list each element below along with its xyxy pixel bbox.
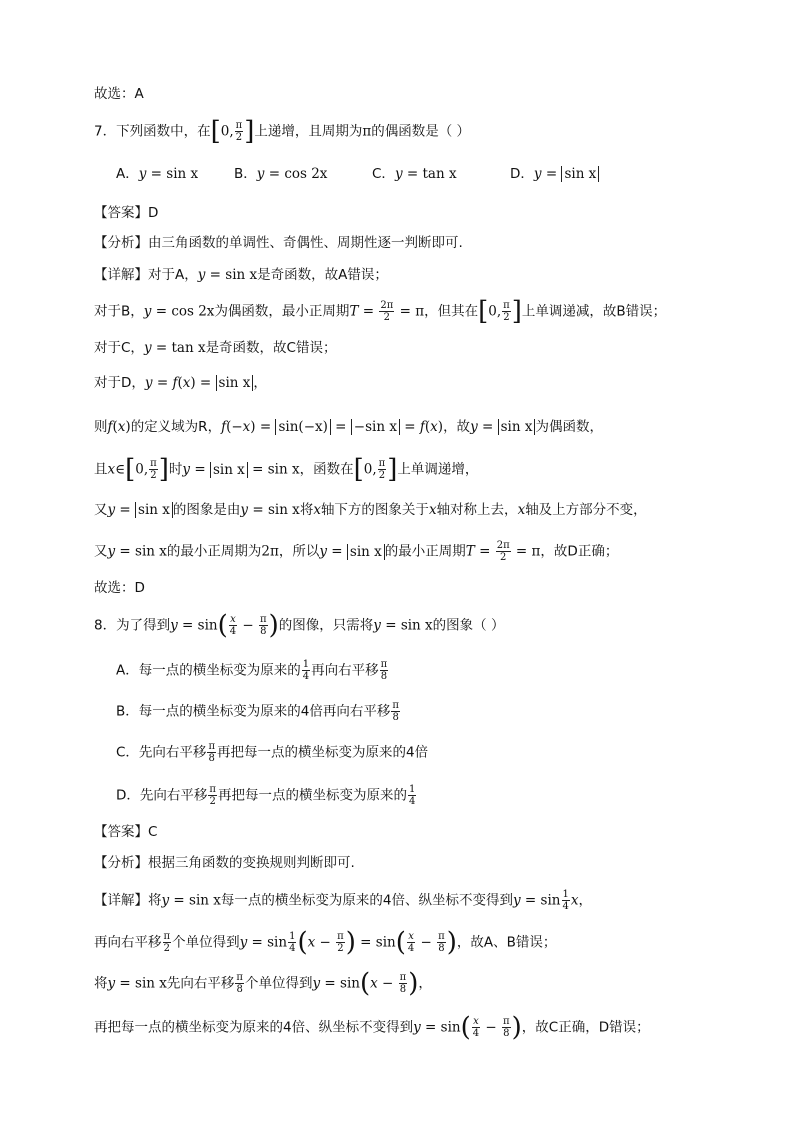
detail-8-4: 再把每一点的横坐标变为原来的4倍、纵坐标不变得到y = sin( $\frac{x}{4}$ − $\frac{\pi}{8}$ )，故C正确，D错误； [94, 1012, 650, 1043]
answer-8: 【答案】C [94, 824, 158, 840]
q8-option-b: B．每一点的横坐标变为原来的4倍再向右平移 $\frac{\pi}{8}$ [116, 700, 399, 723]
detail-8-2: 再向右平移 $\frac{\pi}{2}$ 个单位得到y = sin $\frac{1}{4}$ (x − $\frac{\pi}{2}$ ) = sin( $\frac{x}{4}$ − $\frac{\pi}{8}$ )，故A、B错误； [94, 927, 557, 958]
q8-option-c: C．先向右平移 $\frac{\pi}{8}$ 再把每一点的横坐标变为原来的4倍 [116, 741, 429, 764]
option-a: A．y = sin x [116, 166, 199, 182]
detail-7-a: 【详解】对于A，y = sin x是奇函数，故A错误； [94, 267, 388, 283]
detail-7-c: 对于C，y = tan x是奇函数，故C错误； [94, 340, 337, 356]
answer-7: 【答案】D [94, 205, 159, 221]
option-d: D．y = sin x [510, 164, 599, 184]
prev-answer-selection: 故选：A [94, 86, 144, 102]
question-8: 8．为了得到y = sin( $\frac{x}{4}$ − $\frac{\pi}{8}$ )的图像，只需将y = sin x的图象（ ） [94, 610, 505, 641]
analysis-8: 【分析】根据三角函数的变换规则判断即可. [94, 855, 355, 871]
detail-7-h: 又y = sin x的最小正周期为2π，所以y = sin x 的最小正周期T = $\frac{2\pi}{2}$ = π，故D正确； [94, 540, 619, 563]
option-b: B．y = cos 2x [234, 166, 328, 182]
analysis-7: 【分析】由三角函数的单调性、奇偶性、周期性逐一判断即可. [94, 235, 463, 251]
detail-8-3: 将y = sin x先向右平移 $\frac{\pi}{8}$ 个单位得到y = sin(x − $\frac{\pi}{8}$ )， [94, 968, 432, 999]
question-7: 7．下列函数中，在[0, $\frac{\pi}{2}$ ]上递增，且周期为π的偶函数是（ ） [94, 116, 471, 147]
detail-7-g: 又y = sin x 的图象是由y = sin x将x轴下方的图象关于x轴对称上去，x轴及上方部分不变， [94, 502, 647, 518]
detail-7-d: 对于D，y = f(x) = sin x ， [94, 375, 267, 391]
selection-d: 故选：D [94, 580, 145, 596]
detail-8-1: 【详解】将y = sin x每一点的横坐标变为原来的4倍、纵坐标不变得到y = sin $\frac{1}{4}$ x， [94, 889, 592, 912]
q8-option-d: D．先向右平移 $\frac{\pi}{2}$ 再把每一点的横坐标变为原来的 $\frac{1}{4}$ [116, 784, 416, 807]
detail-7-b: 对于B，y = cos 2x为偶函数，最小正周期T = $\frac{2\pi}{2}$ = π，但其在[0, $\frac{\pi}{2}$ ]上单调递减，故B错误； [94, 296, 667, 327]
detail-7-f: 且x∈[0, $\frac{\pi}{2}$ ]时y = sin x = sin x，函数在[0, $\frac{\pi}{2}$ ]上单调递增， [94, 454, 479, 485]
detail-7-e: 则f(x)的定义域为R，f(−x) = sin(−x) = −sin x = f(x)，故y = sin x 为偶函数， [94, 419, 603, 435]
option-c: C．y = tan x [372, 166, 457, 182]
q8-option-a: A．每一点的横坐标变为原来的 $\frac{1}{4}$ 再向右平移 $\frac{\pi}{8}$ [116, 659, 388, 682]
